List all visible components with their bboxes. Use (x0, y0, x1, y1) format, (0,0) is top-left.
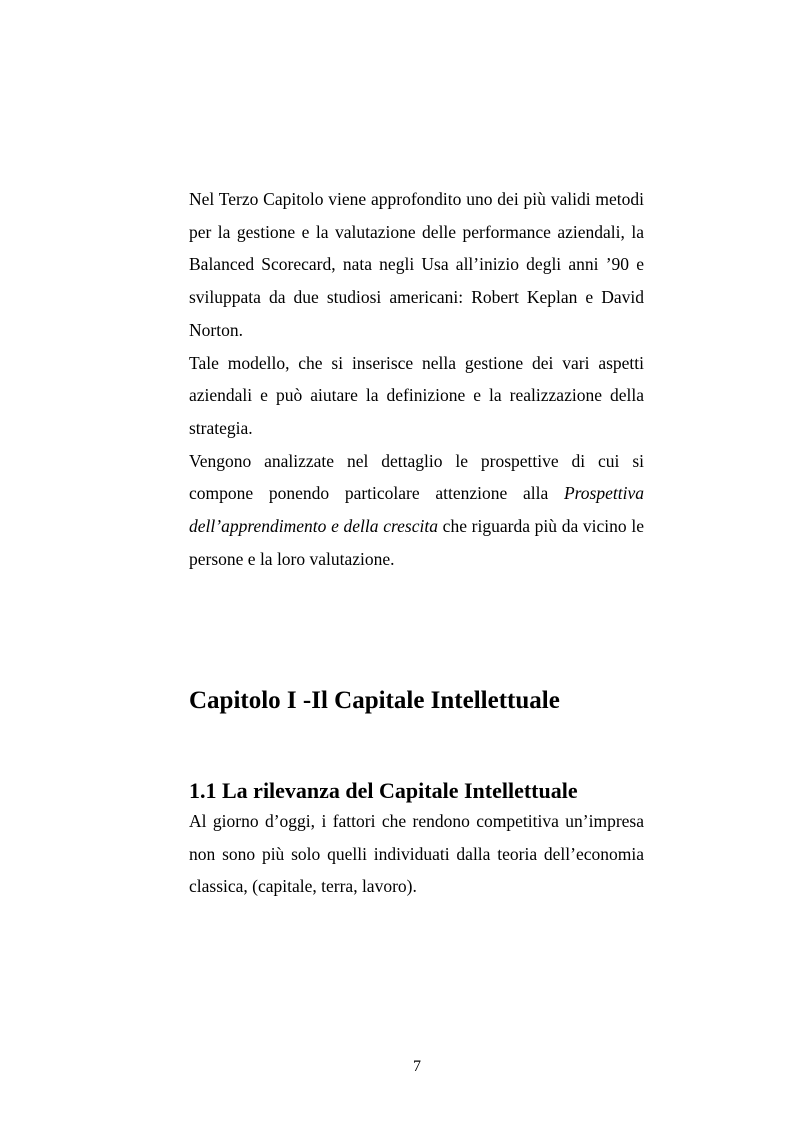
intro-paragraph-1: Nel Terzo Capitolo viene approfondito uno dei più validi metodi per la gestione e la valutazione delle performance aziendali, la Balanced Scorecard, nata negli Usa all’inizio degli anni ’90 e sviluppata da due studiosi americani: Robert Keplan e David Norton. (189, 189, 644, 340)
section-paragraph-1: Al giorno d’oggi, i fattori che rendono competitiva un’impresa non sono più solo quelli individuati dalla teoria dell’economia classica, (capitale, terra, lavoro). (189, 811, 644, 897)
intro-paragraph-3-tail: che riguarda più da vicino le persone e la loro valutazione. (189, 516, 644, 569)
chapter-title: Capitolo I -Il Capitale Intellettuale (189, 687, 560, 714)
intro-text-block (189, 183, 644, 575)
page-number: 7 (413, 1058, 421, 1075)
intro-paragraph-2: Tale modello, che si inserisce nella gestione dei vari aspetti aziendali e può aiutare la definizione e la realizzazione della strategia. (189, 352, 644, 438)
section-text-block (189, 805, 644, 903)
intro-paragraph-3-lead: Vengono analizzate nel dettaglio le prospettive di cui si compone ponendo particolare attenzione alla (189, 450, 644, 504)
intro-paragraph-3 (189, 445, 644, 576)
intro-paragraph-3-italic: Prospettiva dell’apprendimento e della crescita (189, 483, 644, 537)
section-title: 1.1 La rilevanza del Capitale Intellettuale (189, 778, 578, 803)
